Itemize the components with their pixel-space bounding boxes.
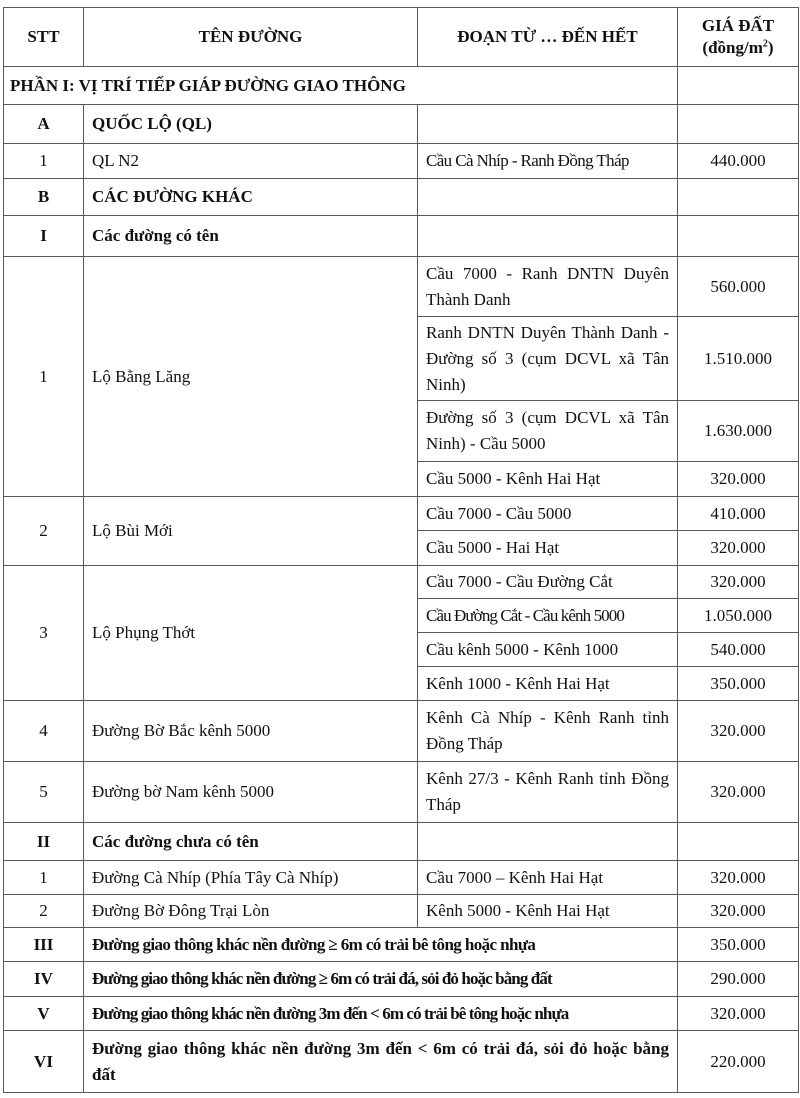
land-price: 320.000	[678, 566, 799, 599]
road-segment: Cầu Đường Cắt - Cầu kênh 5000	[418, 599, 678, 633]
row-stt: V	[4, 997, 84, 1031]
row-stt: 2	[4, 895, 84, 928]
road-segment: Cầu 7000 - Cầu 5000	[418, 497, 678, 531]
row-stt: 2	[4, 497, 84, 566]
land-price: 320.000	[678, 462, 799, 497]
row-stt: 1	[4, 861, 84, 895]
part-title-row	[4, 67, 799, 105]
empty-price-cell	[678, 179, 799, 216]
empty-segment-cell	[418, 216, 678, 257]
road-name: Lộ Bùi Mới	[84, 497, 418, 566]
row-stt: 4	[4, 701, 84, 762]
table-row	[4, 701, 799, 762]
land-price: 560.000	[678, 257, 799, 317]
empty-segment-cell	[418, 179, 678, 216]
other-road-row	[4, 928, 799, 962]
group-row-i	[4, 216, 799, 257]
road-name: Lộ Bằng Lăng	[84, 257, 418, 497]
road-segment: Kênh Cà Nhíp - Kênh Ranh tỉnh Đồng Tháp	[418, 701, 678, 762]
road-name: Lộ Phụng Thớt	[84, 566, 418, 701]
row-stt: III	[4, 928, 84, 962]
land-price: 540.000	[678, 633, 799, 667]
road-segment: Kênh 5000 - Kênh Hai Hạt	[418, 895, 678, 928]
other-road-row	[4, 962, 799, 997]
land-price: 410.000	[678, 497, 799, 531]
road-name: Đường bờ Nam kênh 5000	[84, 762, 418, 823]
road-segment: Cầu 7000 – Kênh Hai Hạt	[418, 861, 678, 895]
header-gia-dat	[678, 8, 799, 67]
road-name: Đường Cà Nhíp (Phía Tây Cà Nhíp)	[84, 861, 418, 895]
row-stt: 1	[4, 257, 84, 497]
land-price: 320.000	[678, 895, 799, 928]
row-stt: 5	[4, 762, 84, 823]
table-row	[4, 497, 799, 531]
part-title: PHẦN I: VỊ TRÍ TIẾP GIÁP ĐƯỜNG GIAO THÔNG	[4, 67, 678, 105]
section-title: QUỐC LỘ (QL)	[84, 105, 418, 144]
section-title: CÁC ĐƯỜNG KHÁC	[84, 179, 418, 216]
road-segment: Cầu Cà Nhíp - Ranh Đồng Tháp	[418, 144, 678, 179]
land-price: 220.000	[678, 1031, 799, 1093]
land-price: 350.000	[678, 667, 799, 701]
land-price: 1.630.000	[678, 401, 799, 462]
empty-segment-cell	[418, 105, 678, 144]
land-price: 320.000	[678, 531, 799, 566]
section-stt: A	[4, 105, 84, 144]
header-row	[4, 8, 799, 67]
header-stt: STT	[4, 8, 84, 67]
land-price: 350.000	[678, 928, 799, 962]
empty-price-cell	[678, 823, 799, 861]
table-row	[4, 861, 799, 895]
land-price: 440.000	[678, 144, 799, 179]
road-name: Đường Bờ Đông Trại Lòn	[84, 895, 418, 928]
row-stt: 1	[4, 144, 84, 179]
table-row	[4, 257, 799, 317]
group-title: Các đường có tên	[84, 216, 418, 257]
land-price: 1.050.000	[678, 599, 799, 633]
row-stt: 3	[4, 566, 84, 701]
group-stt: I	[4, 216, 84, 257]
empty-price-cell	[678, 105, 799, 144]
header-doan: ĐOẠN TỪ … ĐẾN HẾT	[418, 8, 678, 67]
land-price: 320.000	[678, 762, 799, 823]
table-row	[4, 566, 799, 599]
land-price-table-container	[3, 7, 798, 1093]
road-name: Đường Bờ Bắc kênh 5000	[84, 701, 418, 762]
road-name: QL N2	[84, 144, 418, 179]
section-stt: B	[4, 179, 84, 216]
road-description: Đường giao thông khác nền đường 3m đến < 6m có trải đá, sỏi đỏ hoặc bằng đất	[84, 1031, 678, 1093]
header-ten-duong: TÊN ĐƯỜNG	[84, 8, 418, 67]
table-row	[4, 762, 799, 823]
road-segment: Cầu 5000 - Kênh Hai Hạt	[418, 462, 678, 497]
table-row	[4, 144, 799, 179]
road-segment: Cầu 7000 - Ranh DNTN Duyên Thành Danh	[418, 257, 678, 317]
road-segment: Cầu 5000 - Hai Hạt	[418, 531, 678, 566]
land-price: 320.000	[678, 861, 799, 895]
land-price-table	[3, 7, 799, 1093]
row-stt: IV	[4, 962, 84, 997]
group-row-ii	[4, 823, 799, 861]
section-row-b	[4, 179, 799, 216]
header-gia-line1: GIÁ ĐẤT	[701, 16, 775, 35]
table-row	[4, 895, 799, 928]
row-stt: VI	[4, 1031, 84, 1093]
land-price: 290.000	[678, 962, 799, 997]
road-description: Đường giao thông khác nền đường ≥ 6m có trải bê tông hoặc nhựa	[84, 928, 678, 962]
empty-segment-cell	[418, 823, 678, 861]
road-description: Đường giao thông khác nền đường ≥ 6m có trải đá, sỏi đỏ hoặc bằng đất	[84, 962, 678, 997]
group-stt: II	[4, 823, 84, 861]
other-road-row	[4, 997, 799, 1031]
section-row-a	[4, 105, 799, 144]
header-gia-unit: $(đồng/m^2)$	[702, 38, 774, 57]
empty-price-cell	[678, 216, 799, 257]
road-segment: Cầu 7000 - Cầu Đường Cắt	[418, 566, 678, 599]
empty-price-cell	[678, 67, 799, 105]
road-segment: Kênh 1000 - Kênh Hai Hạt	[418, 667, 678, 701]
road-segment: Cầu kênh 5000 - Kênh 1000	[418, 633, 678, 667]
land-price: 320.000	[678, 701, 799, 762]
group-title: Các đường chưa có tên	[84, 823, 418, 861]
road-segment: Ranh DNTN Duyên Thành Danh - Đường số 3 (cụm DCVL xã Tân Ninh)	[418, 317, 678, 401]
land-price: 320.000	[678, 997, 799, 1031]
land-price: 1.510.000	[678, 317, 799, 401]
road-segment: Đường số 3 (cụm DCVL xã Tân Ninh) - Cầu 5000	[418, 401, 678, 462]
road-segment: Kênh 27/3 - Kênh Ranh tỉnh Đồng Tháp	[418, 762, 678, 823]
road-description: Đường giao thông khác nền đường 3m đến < 6m có trải bê tông hoặc nhựa	[84, 997, 678, 1031]
other-road-row	[4, 1031, 799, 1093]
